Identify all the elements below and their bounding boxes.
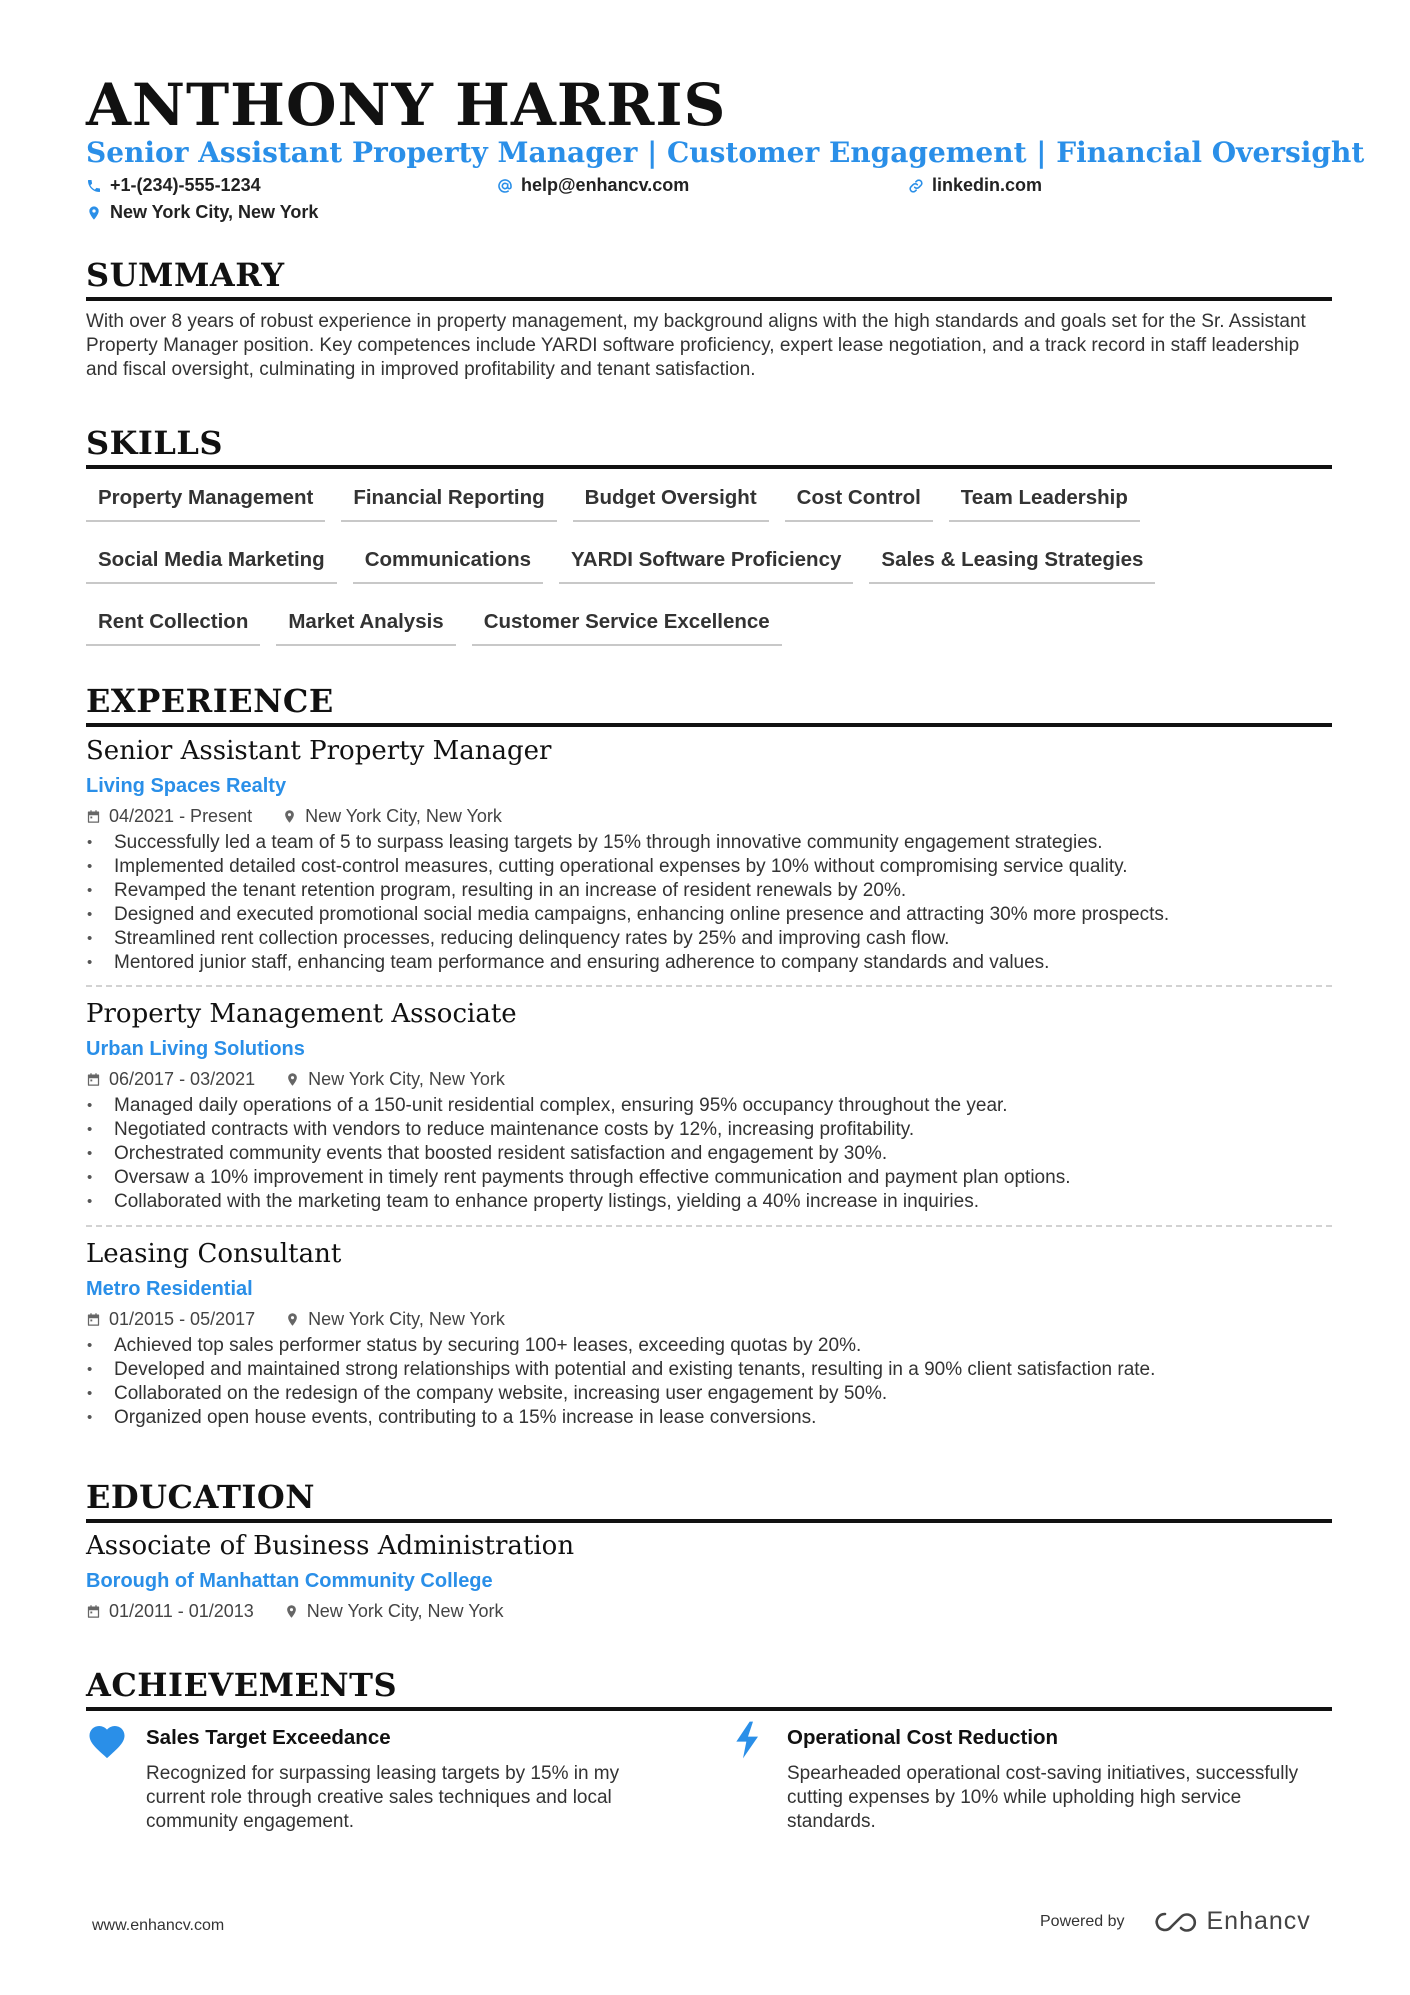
achievement-title: Sales Target Exceedance — [146, 1726, 391, 1749]
list-item: • Organized open house events, contributing to a 15% increase in lease conversions. — [86, 1406, 1332, 1430]
job-title: Leasing Consultant — [86, 1239, 342, 1269]
section-achievements-title: ACHIEVEMENTS — [86, 1668, 1332, 1711]
education-dates: 01/2011 - 01/2013 — [86, 1600, 254, 1622]
brand-logo[interactable] — [1153, 1907, 1311, 1936]
education-location: New York City, New York — [284, 1600, 504, 1622]
footer-branding — [1040, 1907, 1311, 1936]
company-name[interactable]: Metro Residential — [86, 1278, 253, 1300]
candidate-name: ANTHONY HARRIS — [86, 71, 727, 139]
list-item: • Implemented detailed cost-control measures, cutting operational expenses by 10% without compromising service quality. — [86, 855, 1332, 879]
calendar-icon — [86, 1072, 101, 1087]
enhancv-logo-icon — [1153, 1910, 1199, 1934]
summary-text: With over 8 years of robust experience in property management, my background aligns with the high standards and goals set for the Sr. Assistant Property Manager position. Key competences include YARDI software proficiency, expert lease negotiation, and a track record in staff leadership and fiscal oversight, culminating in improved profitability and tenant satisfaction. — [86, 311, 1306, 380]
achievement-title: Operational Cost Reduction — [787, 1726, 1059, 1749]
skills-list — [86, 482, 1332, 646]
company-name[interactable]: Urban Living Solutions — [86, 1038, 305, 1060]
achievement-description: Spearheaded operational cost-saving initiatives, successfully cutting expenses by 10% while upholding high service standards. — [787, 1763, 1299, 1832]
skill-tag: Social Media Marketing — [86, 544, 337, 584]
job-meta — [86, 1308, 1332, 1330]
contact-email[interactable] — [497, 175, 689, 196]
section-experience-title: EXPERIENCE — [86, 684, 1332, 727]
contact-linkedin[interactable] — [908, 175, 1042, 196]
list-item: • Collaborated on the redesign of the company website, increasing user engagement by 50%. — [86, 1382, 1332, 1406]
location-pin-icon — [285, 1312, 300, 1327]
job-title: Property Management Associate — [86, 999, 517, 1029]
section-skills-title: SKILLS — [86, 426, 1332, 469]
calendar-icon — [86, 1604, 101, 1619]
email-text: help@enhancv.com — [521, 175, 690, 195]
experience-entry — [86, 998, 1332, 1214]
job-meta — [86, 1068, 1332, 1090]
experience-entry — [86, 1238, 1332, 1430]
skill-tag: Customer Service Excellence — [472, 606, 782, 646]
company-name[interactable]: Living Spaces Realty — [86, 775, 287, 797]
divider — [86, 985, 1332, 987]
list-item: • Negotiated contracts with vendors to reduce maintenance costs by 12%, increasing profitability. — [86, 1118, 1332, 1142]
location-pin-icon — [284, 1604, 299, 1619]
link-icon — [908, 178, 924, 194]
footer-website[interactable]: www.enhancv.com — [92, 1917, 225, 1934]
job-dates: 04/2021 - Present — [86, 805, 252, 827]
experience-entry — [86, 735, 1332, 975]
phone-icon — [86, 178, 102, 194]
job-location: New York City, New York — [285, 1308, 505, 1330]
skill-tag: Sales & Leasing Strategies — [869, 544, 1155, 584]
headline: Senior Assistant Property Manager | Customer Engagement | Financial Oversight — [86, 136, 1365, 169]
skill-tag: YARDI Software Proficiency — [559, 544, 853, 584]
list-item: • Collaborated with the marketing team to enhance property listings, yielding a 40% increase in inquiries. — [86, 1190, 1332, 1214]
education-entry — [86, 1530, 1332, 1622]
list-item: • Developed and maintained strong relationships with potential and existing tenants, resulting in a 90% client satisfaction rate. — [86, 1358, 1332, 1382]
list-item: • Achieved top sales performer status by securing 100+ leases, exceeding quotas by 20%. — [86, 1334, 1332, 1358]
list-item: • Managed daily operations of a 150-unit residential complex, ensuring 95% occupancy throughout the year. — [86, 1094, 1332, 1118]
skill-tag: Cost Control — [785, 482, 933, 522]
list-item: • Oversaw a 10% improvement in timely rent payments through effective communication and payment plan options. — [86, 1166, 1332, 1190]
heart-icon — [86, 1720, 128, 1760]
job-title: Senior Assistant Property Manager — [86, 736, 552, 766]
job-bullets — [86, 831, 1332, 975]
degree: Associate of Business Administration — [86, 1531, 575, 1561]
school-name[interactable]: Borough of Manhattan Community College — [86, 1570, 493, 1592]
contact-phone[interactable] — [86, 175, 261, 196]
location-pin-icon — [86, 205, 102, 221]
list-item: • Revamped the tenant retention program, resulting in an increase of resident renewals by 20%. — [86, 879, 1332, 903]
location-pin-icon — [285, 1072, 300, 1087]
calendar-icon — [86, 809, 101, 824]
list-item: • Mentored junior staff, enhancing team performance and ensuring adherence to company standards and values. — [86, 951, 1332, 975]
achievement-description: Recognized for surpassing leasing targets by 15% in my current role through creative sales techniques and local community engagement. — [146, 1763, 620, 1832]
job-bullets — [86, 1094, 1332, 1214]
skill-tag: Communications — [353, 544, 543, 584]
phone-text: +1-(234)-555-1234 — [110, 175, 261, 195]
education-meta — [86, 1600, 1332, 1622]
job-location: New York City, New York — [282, 805, 502, 827]
linkedin-text: linkedin.com — [932, 175, 1043, 195]
contact-location — [86, 202, 318, 223]
location-text: New York City, New York — [110, 202, 319, 222]
list-item: • Successfully led a team of 5 to surpass leasing targets by 15% through innovative community engagement strategies. — [86, 831, 1332, 855]
divider — [86, 1225, 1332, 1227]
lightning-icon — [727, 1720, 769, 1760]
job-meta — [86, 805, 1332, 827]
section-summary-title: SUMMARY — [86, 258, 1332, 301]
list-item: • Streamlined rent collection processes, reducing delinquency rates by 25% and improving cash flow. — [86, 927, 1332, 951]
job-location: New York City, New York — [285, 1068, 505, 1090]
list-item: • Designed and executed promotional social media campaigns, enhancing online presence and attracting 30% more prospects. — [86, 903, 1332, 927]
skill-tag: Team Leadership — [949, 482, 1140, 522]
calendar-icon — [86, 1312, 101, 1327]
skill-tag: Market Analysis — [276, 606, 455, 646]
skill-tag: Financial Reporting — [341, 482, 556, 522]
location-pin-icon — [282, 809, 297, 824]
skill-tag: Property Management — [86, 482, 325, 522]
at-icon — [497, 178, 513, 194]
powered-by-label: Powered by — [1040, 1912, 1125, 1930]
list-item: • Orchestrated community events that boosted resident satisfaction and engagement by 30%. — [86, 1142, 1332, 1166]
job-dates: 01/2015 - 05/2017 — [86, 1308, 255, 1330]
skill-tag: Budget Oversight — [573, 482, 769, 522]
job-bullets — [86, 1334, 1332, 1430]
job-dates: 06/2017 - 03/2021 — [86, 1068, 255, 1090]
skill-tag: Rent Collection — [86, 606, 260, 646]
brand-name: Enhancv — [1206, 1907, 1311, 1935]
section-education-title: EDUCATION — [86, 1480, 1332, 1523]
